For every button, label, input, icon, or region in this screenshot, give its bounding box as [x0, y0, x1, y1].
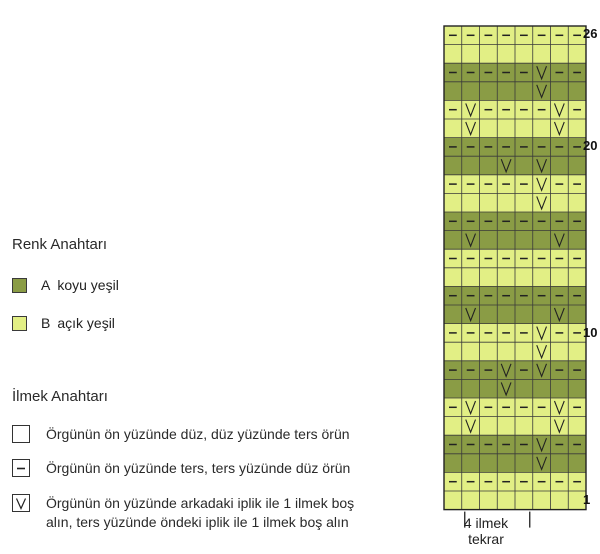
row-number-1: 1 [583, 492, 591, 507]
color-label: koyu yeşil [57, 277, 119, 293]
stitch-key-title: İlmek Anahtarı [12, 388, 108, 405]
color-code: A [41, 277, 51, 293]
repeat-label: 4 ilmek tekrar [463, 515, 509, 547]
color-code: B [41, 315, 51, 331]
stitch-description: Örgünün ön yüzünde düz, düz yüzünde ters örün [46, 426, 350, 442]
stitch-description: Örgünün ön yüzünde arkadaki iplik ile 1 ilmek boş alın, ters yüzünde öndeki iplik ile 1 ilmek boş alın [46, 495, 355, 530]
row-number-26: 26 [583, 26, 598, 41]
row-number-20: 20 [583, 138, 598, 153]
color-key-title: Renk Anahtarı [12, 236, 108, 253]
color-label: açık yeşil [57, 315, 115, 331]
row-number-10: 10 [583, 325, 598, 340]
stitch-description: Örgünün ön yüzünde ters, ters yüzünde düz örün [46, 460, 351, 476]
